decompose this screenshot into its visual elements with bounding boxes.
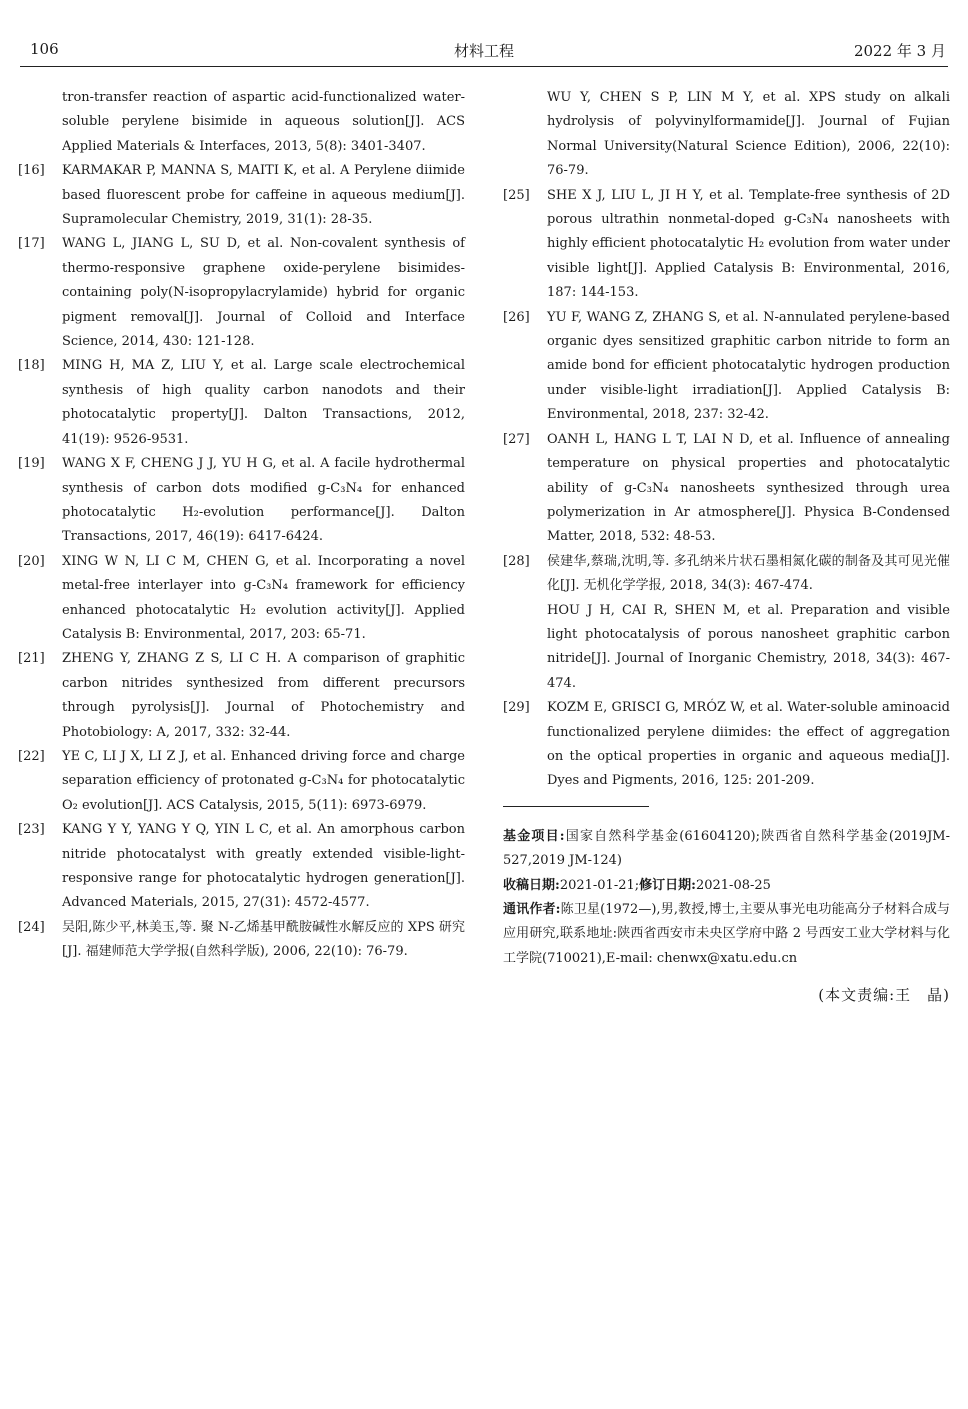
reference-item xyxy=(18,452,465,550)
reference-item xyxy=(503,306,950,428)
reference-number: [25] xyxy=(503,187,530,203)
reference-number: [27] xyxy=(503,431,530,447)
reference-text: WANG X F, CHENG J J, YU H G, et al. A facile hydrothermal synthesis of carbon dots modified g-C₃N₄ for enhanced photocatalytic H₂-evolution performance[J]. Dalton Transactions, 2017, 46(19): 6417-6424. xyxy=(62,456,465,545)
reference-continuation xyxy=(18,86,465,159)
reference-item xyxy=(18,354,465,452)
reference-number: [19] xyxy=(18,456,45,472)
reference-text: KARMAKAR P, MANNA S, MAITI K, et al. A Perylene diimide based fluorescent probe for caffeine in aqueous medium[J]. Supramolecular Chemistry, 2019, 31(1): 28-35. xyxy=(62,163,465,228)
received-date: 2021-01-21; xyxy=(559,877,640,893)
reference-number: [17] xyxy=(18,236,45,252)
reference-text: SHE X J, LIU L, JI H Y, et al. Template-free synthesis of 2D porous ultrathin nonmetal-doped g-C₃N₄ nanosheets with highly efficient photocatalytic H₂ evolution from water under visible light[J]. Applied Catalysis B: Environmental, 2016, 187: 144-153. xyxy=(547,187,950,301)
reference-text: 吴阳,陈少平,林美玉,等. 聚 N-乙烯基甲酰胺碱性水解反应的 XPS 研究[J]. 福建师范大学学报(自然科学版), 2006, 22(10): 76-79. xyxy=(62,919,465,960)
funding-label: 基金项目: xyxy=(503,828,565,844)
revised-label: 修订日期: xyxy=(639,877,696,893)
date-note xyxy=(503,874,950,898)
page-number: 106 xyxy=(30,40,59,58)
reference-number: [23] xyxy=(18,822,45,838)
reference-item xyxy=(18,647,465,745)
reference-text: WANG L, JIANG L, SU D, et al. Non-covalent synthesis of thermo-responsive graphene oxide-perylene bisimides-containing poly(N-isopropylacrylamide) hybrid for organic pigment removal[J]. Journal of Colloid and Interface Science, 2014, 430: 121-128. xyxy=(62,236,465,350)
reference-number: [26] xyxy=(503,309,530,325)
author-label: 通讯作者: xyxy=(503,902,561,917)
reference-item xyxy=(503,428,950,550)
reference-item xyxy=(18,745,465,818)
revised-date: 2021-08-25 xyxy=(695,877,771,893)
reference-number: [28] xyxy=(503,553,530,569)
received-label: 收稿日期: xyxy=(503,877,560,893)
reference-number: [29] xyxy=(503,700,530,716)
reference-item xyxy=(503,696,950,794)
reference-number: [18] xyxy=(18,358,45,374)
corresponding-author-note xyxy=(503,898,950,971)
reference-number: [21] xyxy=(18,651,45,667)
reference-text: XING W N, LI C M, CHEN G, et al. Incorporating a novel metal-free interlayer into g-C₃N₄ framework for efficiency enhanced photocatalytic H₂ evolution activity[J]. Applied Catalysis B: Environmental, 2017, 203: 65-71. xyxy=(62,553,465,642)
reference-text: KOZM E, GRISCI G, MRÓZ W, et al. Water-soluble aminoacid functionalized perylene diimides: the effect of aggregation on the optical properties in organic and aqueous media[J]. Dyes and Pigments, 2016, 125: 201-209. xyxy=(547,700,950,789)
reference-item xyxy=(503,599,950,697)
reference-text: KANG Y Y, YANG Y Q, YIN L C, et al. An amorphous carbon nitride photocatalyst with greatly extended visible-light-responsive range for photocatalytic hydrogen generation[J]. Advanced Materials, 2015, 27(31): 4572-4577. xyxy=(62,822,465,911)
reference-item xyxy=(18,550,465,648)
footnote-divider xyxy=(503,806,649,807)
editor-note: (本文责编:王 晶) xyxy=(818,986,950,1005)
reference-item xyxy=(18,159,465,232)
page-header xyxy=(20,38,948,67)
reference-text: OANH L, HANG L T, LAI N D, et al. Influence of annealing temperature on physical properties and photocatalytic ability of g-C₃N₄ nanosheets synthesized through urea polymerization in Ar atmosphere[J]. Physica B-Condensed Matter, 2018, 532: 48-53. xyxy=(547,431,950,545)
reference-text: MING H, MA Z, LIU Y, et al. Large scale electrochemical synthesis of high quality carbon nanodots and their photocatalytic property[J]. Dalton Transactions, 2012, 41(19): 9526-9531. xyxy=(62,358,465,447)
reference-number: [16] xyxy=(18,163,45,179)
reference-item xyxy=(18,818,465,916)
reference-text: WU Y, CHEN S P, LIN M Y, et al. XPS study on alkali hydrolysis of polyvinylformamide[J]. Journal of Fujian Normal University(Natural Science Edition), 2006, 22(10): 76-79. xyxy=(547,90,950,179)
reference-text: YE C, LI J X, LI Z J, et al. Enhanced driving force and charge separation efficiency of protonated g-C₃N₄ for photocatalytic O₂ evolution[J]. ACS Catalysis, 2015, 5(11): 6973-6979. xyxy=(62,748,465,813)
reference-item xyxy=(503,184,950,306)
reference-text: ZHENG Y, ZHANG Z S, LI C H. A comparison of graphitic carbon nitrides synthesized from different precursors through pyrolysis[J]. Journal of Photochemistry and Photobiology: A, 2017, 332: 32-44. xyxy=(62,651,465,740)
reference-text: HOU J H, CAI R, SHEN M, et al. Preparation and visible light photocatalysis of porous nanosheet graphitic carbon nitride[J]. Journal of Inorganic Chemistry, 2018, 34(3): 467-474. xyxy=(547,602,950,691)
reference-number: [24] xyxy=(18,919,45,935)
right-column xyxy=(503,86,950,1008)
reference-text: tron-transfer reaction of aspartic acid-functionalized water-soluble perylene bisimide in aqueous solution[J]. ACS Applied Materials & Interfaces, 2013, 5(8): 3401-3407. xyxy=(62,90,465,154)
funding-note xyxy=(503,825,950,874)
author-text: 陈卫星(1972—),男,教授,博士,主要从事光电功能高分子材料合成与应用研究,联系地址:陕西省西安市未央区学府中路 2 号西安工业大学材料与化工学院(710021),E-mail: chenwx@xatu.edu.cn xyxy=(503,902,950,966)
reference-text: YU F, WANG Z, ZHANG S, et al. N-annulated perylene-based organic dyes sensitized graphitic carbon nitride to form an amide bond for efficient photocatalytic hydrogen production under visible-light irradiation[J]. Applied Catalysis B: Environmental, 2018, 237: 32-42. xyxy=(547,309,950,423)
reference-number: [20] xyxy=(18,553,45,569)
reference-text: 侯建华,蔡瑞,沈明,等. 多孔纳米片状石墨相氮化碳的制备及其可见光催化[J]. 无机化学学报, 2018, 34(3): 467-474. xyxy=(547,553,950,594)
left-column xyxy=(18,86,465,965)
reference-item xyxy=(503,550,950,599)
reference-item xyxy=(18,232,465,354)
reference-continuation xyxy=(503,86,950,184)
reference-number: [22] xyxy=(18,748,45,764)
issue-date: 2022 年 3 月 xyxy=(853,42,946,60)
funding-text: 国家自然科学基金(61604120);陕西省自然科学基金(2019JM-527,2019 JM-124) xyxy=(503,828,950,869)
reference-item xyxy=(18,916,465,965)
journal-title: 材料工程 xyxy=(453,42,514,60)
